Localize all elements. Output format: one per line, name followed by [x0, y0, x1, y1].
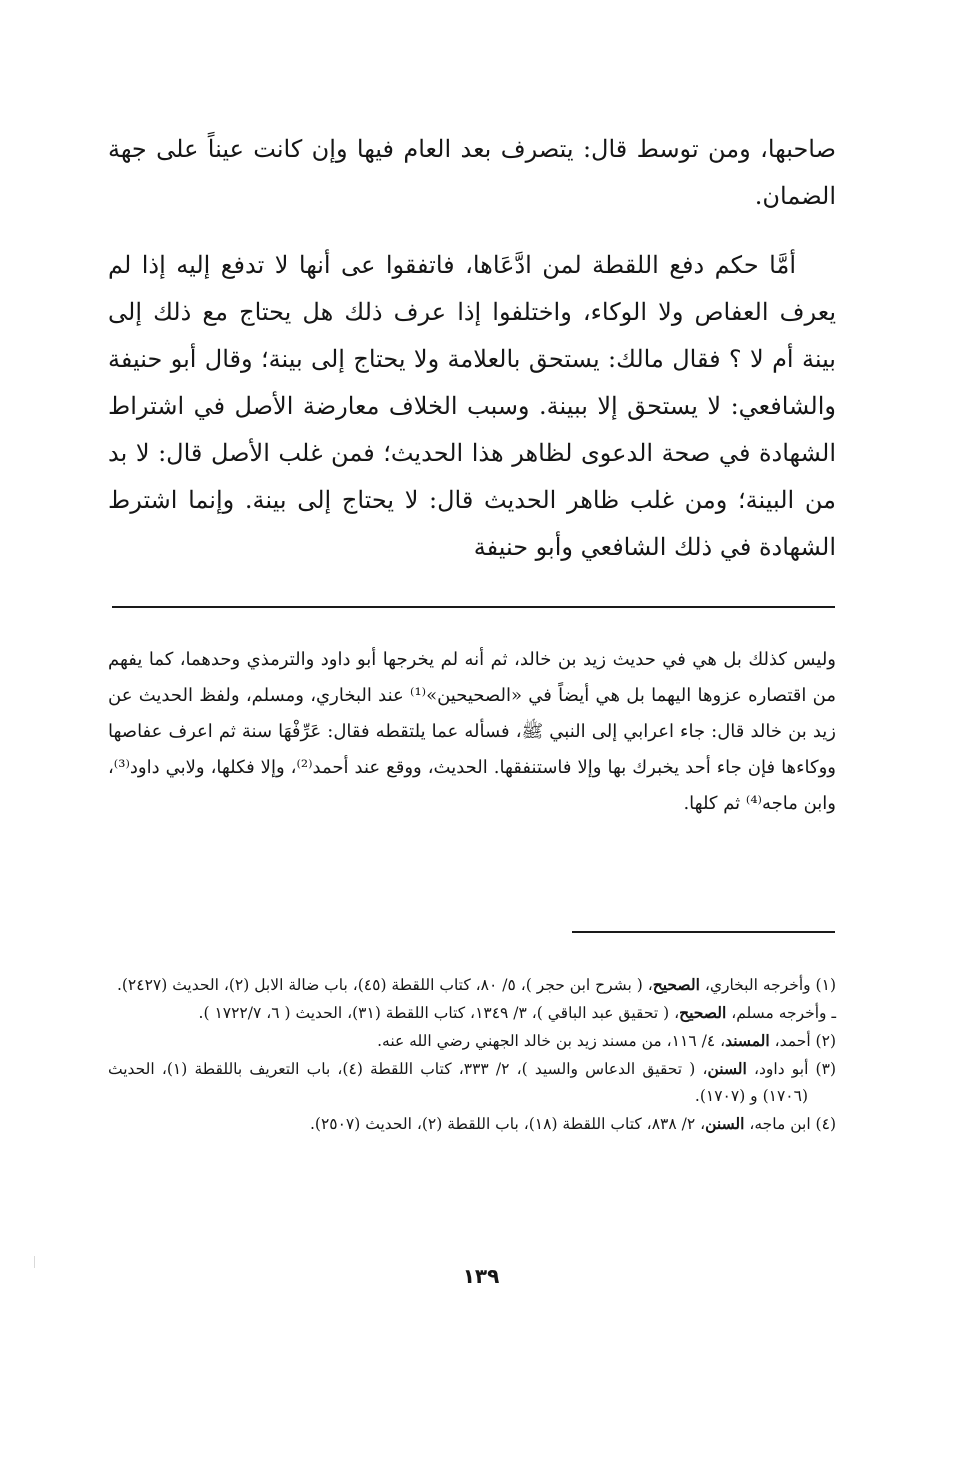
footnote-text: ـ وأخرجه مسلم، — [726, 1004, 836, 1022]
editor-note-text: وليس كذلك بل هي في حديث زيد بن خالد، ثم أنه لم يخرجها أبو داود والترمذي وحدهما، كما يفهم من اقتصاره عزوها اليهما بل هي أيضاً في «الصحيحين»⁽¹⁾ عند البخاري، ومسلم، ولفظ الحديث عن زيد بن خالد قال: جاء اعرابي إلى النبي ﷺ، فسأله عما يلتقطه فقال: عَرِّفْهَا سنة ثم اعرف عفاصها ووكاءها فإن جاء أحد يخبرك بها وإلا فاستنفقها. الحديث، ووقع عند أحمد⁽²⁾، وإلا فكلها، ولابي داود⁽³⁾، وابن ماجه⁽⁴⁾ ثم كلها. — [108, 649, 837, 814]
footnote-book-title: الصحيح — [679, 1003, 727, 1022]
footnotes — [108, 971, 836, 1138]
footnote-text: ، ( تحقيق الدعاس والسيد )، ٢/ ٣٣٣، كتاب اللقطة (٤)، باب التعريف باللقطة (١)، الحديث (١٧٠٦) و (١٧٠٧). — [108, 1060, 808, 1105]
scan-margin-mark — [34, 1256, 35, 1268]
footnote-book-title: السنن — [707, 1059, 747, 1078]
main-paragraph-2: أمَّا حكم دفع اللقطة لمن ادَّعَاها، فاتفقوا عى أنها لا تدفع إليه إذا لم يعرف العفاص ولا الوكاء، واختلفوا إذا عرف ذلك هل يحتاج مع ذلك إلى بينة أم لا ؟ فقال مالك: يستحق بالعلامة ولا يحتاج إلى بينة؛ وقال أبو حنيفة والشافعي: لا يستحق إلا ببينة. وسبب الخلاف معارضة الأصل في اشتراط الشهادة في صحة الدعوى لظاهر هذا الحديث؛ فمن غلب الأصل قال: لا بد من البينة؛ ومن غلب ظاهر الحديث قال: لا يحتاج إلى بينة. وإنما اشترط الشهادة في ذلك الشافعي وأبو حنيفة — [108, 251, 836, 561]
footnote-book-title: المسند — [725, 1031, 770, 1050]
main-text — [108, 126, 836, 571]
footnote-text: (٢) أحمد، — [769, 1032, 836, 1050]
footnote-text: ، ٢/ ٨٣٨، كتاب اللقطة (١٨)، باب اللقطة (٢)، الحديث (٢٥٠٧). — [309, 1115, 706, 1133]
footnote-1-continuation — [108, 999, 836, 1027]
footnote-1 — [108, 971, 836, 999]
footnote-text: (١) وأخرجه البخاري، — [699, 976, 836, 994]
footnote-3 — [108, 1055, 836, 1110]
footnote-text: ، ( بشرح ابن حجر )، ٥/ ٨٠، كتاب اللقطة (٤٥)، باب ضالة الابل (٢)، الحديث (٢٤٢٧). — [116, 976, 653, 994]
page-number: ١٣٩ — [462, 1264, 500, 1288]
footnote-2 — [108, 1027, 836, 1055]
reference-separator-rule — [572, 931, 835, 933]
footnote-book-title: السنن — [705, 1114, 745, 1133]
footnote-text: (٤) ابن ماجه، — [744, 1115, 836, 1133]
footnote-book-title: الصحيح — [652, 975, 700, 994]
editor-note — [108, 642, 836, 822]
main-paragraph-1: صاحبها، ومن توسط قال: يتصرف بعد العام فيها وإن كانت عيناً على جهة الضمان. — [108, 135, 836, 210]
footnote-4 — [108, 1110, 836, 1138]
footnote-text: (٣) أبو داود، — [746, 1060, 836, 1078]
footnote-separator-rule — [112, 606, 835, 608]
footnote-text: ، ( تحقيق عبد الباقي )، ٣/ ١٣٤٩، كتاب اللقطة (٣١)، الحديث ( ٦، ١٧٢٢/٧ ). — [198, 1004, 680, 1022]
footnote-text: ، ٤/ ١١٦، من مسند زيد بن خالد الجهني رضي الله عنه. — [377, 1032, 726, 1050]
